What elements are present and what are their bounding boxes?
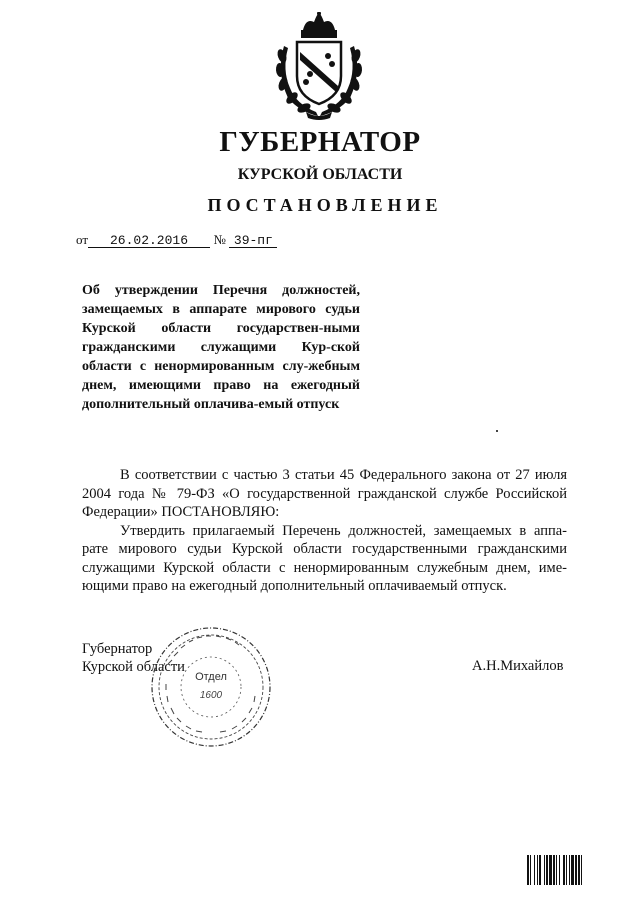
body-paragraph: Утвердить прилагаемый Перечень должностей, замещаемых в аппа-рате мирового судьи Курской области государственными гражданскими служащими Курской области с ненормированным служебным днем, име-ющими право на ежегодный дополнительный оплачиваемый отпуск. — [82, 522, 567, 594]
document-subject: Об утверждении Перечня должностей, замещаемых в аппарате мирового судьи Курской области государствен-ными гражданскими служащими Кур-ской области с ненормированным слу-жебным днем, имеющими право на ежегодный дополнительный оплачива-емый отпуск — [82, 283, 360, 412]
barcode — [527, 855, 619, 885]
coat-of-arms-emblem — [270, 12, 368, 120]
document-type-title: ПОСТАНОВЛЕНИЕ — [207, 195, 443, 215]
signatory-position-line: Курской области — [82, 659, 185, 675]
document-reference-line — [76, 232, 277, 249]
body-paragraph: В соответствии с частью 3 статьи 45 Федерального закона от 27 июля 2004 года № 79-ФЗ «О государственной гражданской службе Российской Федерации» ПОСТАНОВЛЯЮ: — [82, 467, 567, 520]
signatory-name: А.Н.Михайлов — [472, 658, 564, 674]
date-label: от — [76, 232, 89, 247]
region-title: КУРСКОЙ ОБЛАСТИ — [237, 166, 403, 183]
governor-title: ГУБЕРНАТОР — [219, 126, 421, 158]
document-number: 39-пг — [229, 234, 277, 248]
document-body — [82, 466, 567, 596]
scan-speck — [496, 430, 498, 432]
stamp-text: 1600 — [199, 690, 223, 701]
document-date: 26.02.2016 — [88, 234, 210, 248]
number-label: № — [213, 232, 226, 247]
official-stamp — [148, 624, 274, 750]
stamp-text: Отдел — [195, 671, 227, 683]
signatory-position-line: Губернатор — [82, 641, 153, 657]
